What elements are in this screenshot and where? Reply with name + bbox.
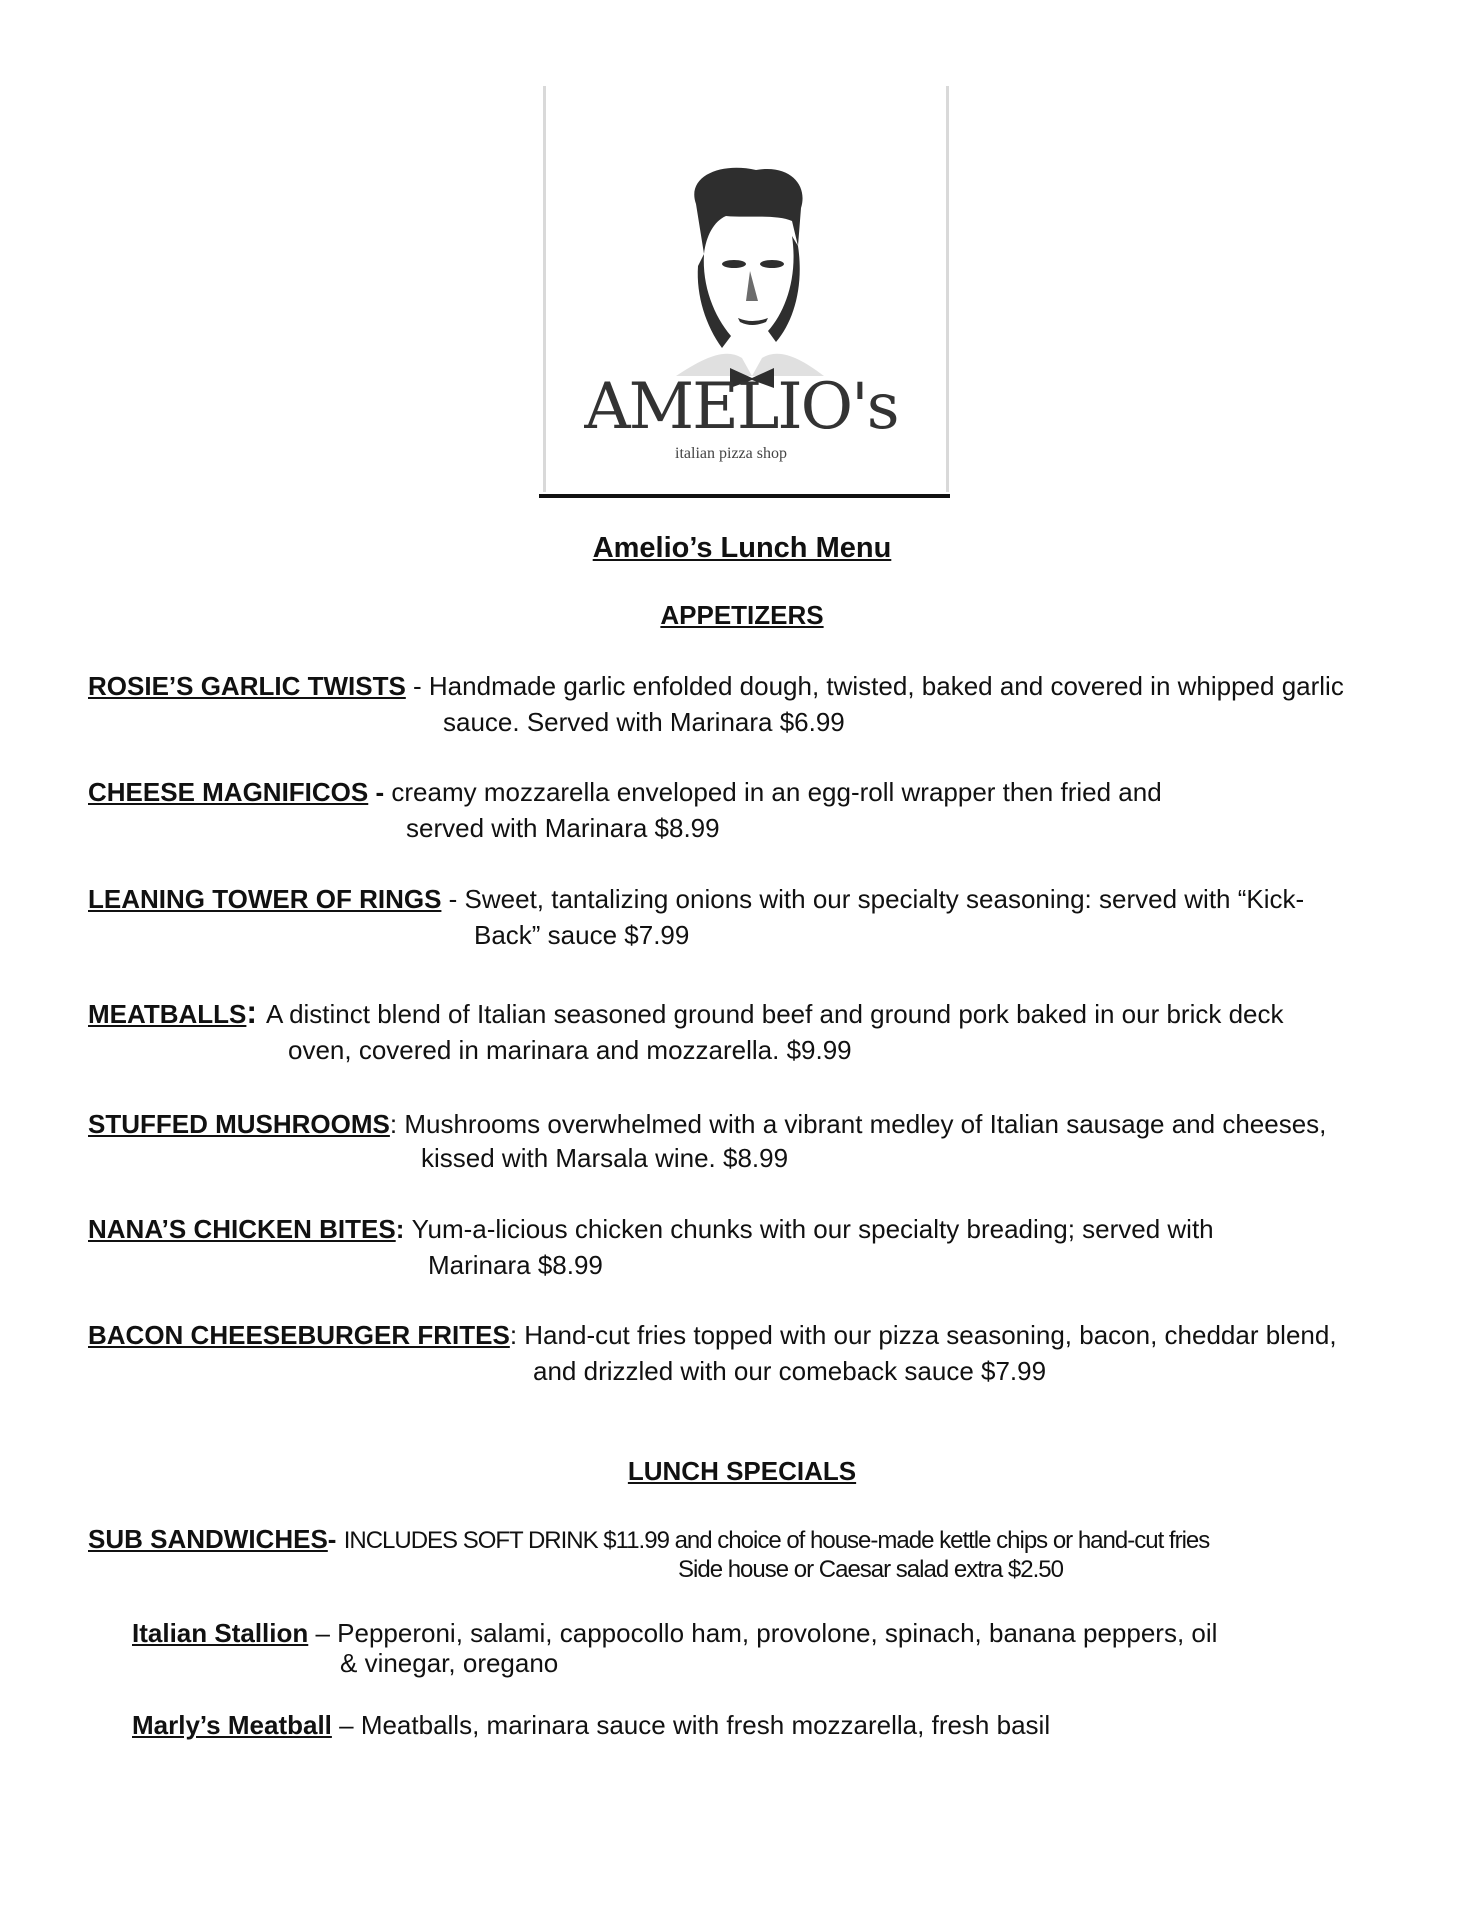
item-separator: : — [389, 1109, 405, 1139]
item-name: CHEESE MAGNIFICOS — [88, 777, 369, 807]
item-name: MEATBALLS — [88, 999, 247, 1029]
menu-item-onion-rings — [88, 881, 1408, 950]
sandwich-description: Pepperoni, salami, cappocollo ham, provolone, spinach, banana peppers, oil — [337, 1618, 1218, 1648]
menu-item-stuffed-mushrooms — [88, 1106, 1408, 1173]
sub-sandwiches-line — [88, 1524, 1209, 1555]
item-name: BACON CHEESEBURGER FRITES — [88, 1320, 510, 1350]
item-name: NANA’S CHICKEN BITES — [88, 1214, 396, 1244]
item-description: Hand-cut fries topped with our pizza seasoning, bacon, cheddar blend, — [524, 1320, 1337, 1350]
menu-item-garlic-twists — [88, 668, 1408, 737]
sandwich-separator: – — [308, 1618, 338, 1648]
item-separator: - — [405, 671, 429, 701]
menu-item-cheese-magnificos — [88, 774, 1408, 843]
item-separator: - — [441, 884, 465, 914]
menu-item-meatballs — [88, 994, 1408, 1065]
sandwich-name: Italian Stallion — [132, 1618, 309, 1648]
sandwich-italian-stallion — [132, 1618, 1218, 1678]
item-description: Mushrooms overwhelmed with a vibrant medley of Italian sausage and cheeses, — [404, 1109, 1327, 1139]
page-title: Amelio’s Lunch Menu — [592, 532, 892, 564]
menu-item-chicken-bites — [88, 1211, 1408, 1280]
item-name: ROSIE’S GARLIC TWISTS — [88, 671, 406, 701]
sandwich-marlys-meatball — [132, 1710, 1050, 1740]
logo-frame — [543, 86, 949, 492]
item-description: A distinct blend of Italian seasoned ground beef and ground pork baked in our brick deck — [265, 999, 1284, 1029]
sandwich-description-cont: & vinegar, oregano — [340, 1648, 559, 1678]
sub-sandwiches-name: SUB SANDWICHES — [88, 1524, 328, 1554]
sandwich-name: Marly’s Meatball — [132, 1710, 332, 1740]
menu-item-cheeseburger-frites — [88, 1317, 1408, 1386]
logo-underline — [539, 494, 950, 498]
item-description-cont: Marinara $8.99 — [428, 1250, 603, 1280]
item-description-cont: sauce. Served with Marinara $6.99 — [443, 707, 845, 737]
logo-tagline: italian pizza shop — [675, 445, 787, 462]
sub-sandwiches-includes: INCLUDES SOFT DRINK $11.99 and choice of house-made kettle chips or hand-cut fries — [343, 1527, 1210, 1554]
item-description: Sweet, tantalizing onions with our specialty seasoning: served with “Kick- — [464, 884, 1305, 914]
sub-sandwiches-separator: - — [327, 1524, 344, 1554]
item-name: LEANING TOWER OF RINGS — [88, 884, 442, 914]
sub-sandwiches-salad-note: Side house or Caesar salad extra $2.50 — [678, 1556, 1063, 1583]
item-description: Yum-a-licious chicken chunks with our specialty breading; served with — [411, 1214, 1214, 1244]
item-description: creamy mozzarella enveloped in an egg-roll wrapper then fried and — [391, 777, 1162, 807]
item-separator: : — [246, 994, 266, 1030]
item-separator: - — [368, 777, 392, 807]
item-separator: : — [395, 1214, 412, 1244]
lunch-specials-heading: LUNCH SPECIALS — [627, 1456, 857, 1486]
item-description-cont: oven, covered in marinara and mozzarella. $9.99 — [288, 1035, 852, 1065]
sandwich-description: Meatballs, marinara sauce with fresh mozzarella, fresh basil — [360, 1710, 1051, 1740]
logo-graphic — [546, 86, 946, 492]
appetizers-heading: APPETIZERS — [660, 600, 824, 630]
item-description: Handmade garlic enfolded dough, twisted, baked and covered in whipped garlic — [428, 671, 1344, 701]
item-description-cont: and drizzled with our comeback sauce $7.99 — [533, 1356, 1047, 1386]
item-description-cont: kissed with Marsala wine. $8.99 — [421, 1143, 789, 1173]
sandwich-separator: – — [331, 1710, 361, 1740]
item-separator: : — [509, 1320, 525, 1350]
portrait-icon — [676, 168, 824, 388]
item-name: STUFFED MUSHROOMS — [88, 1109, 390, 1139]
logo-wordmark: AMELIO's — [584, 370, 898, 444]
item-description-cont: Back” sauce $7.99 — [474, 920, 690, 950]
item-description-cont: served with Marinara $8.99 — [406, 813, 720, 843]
